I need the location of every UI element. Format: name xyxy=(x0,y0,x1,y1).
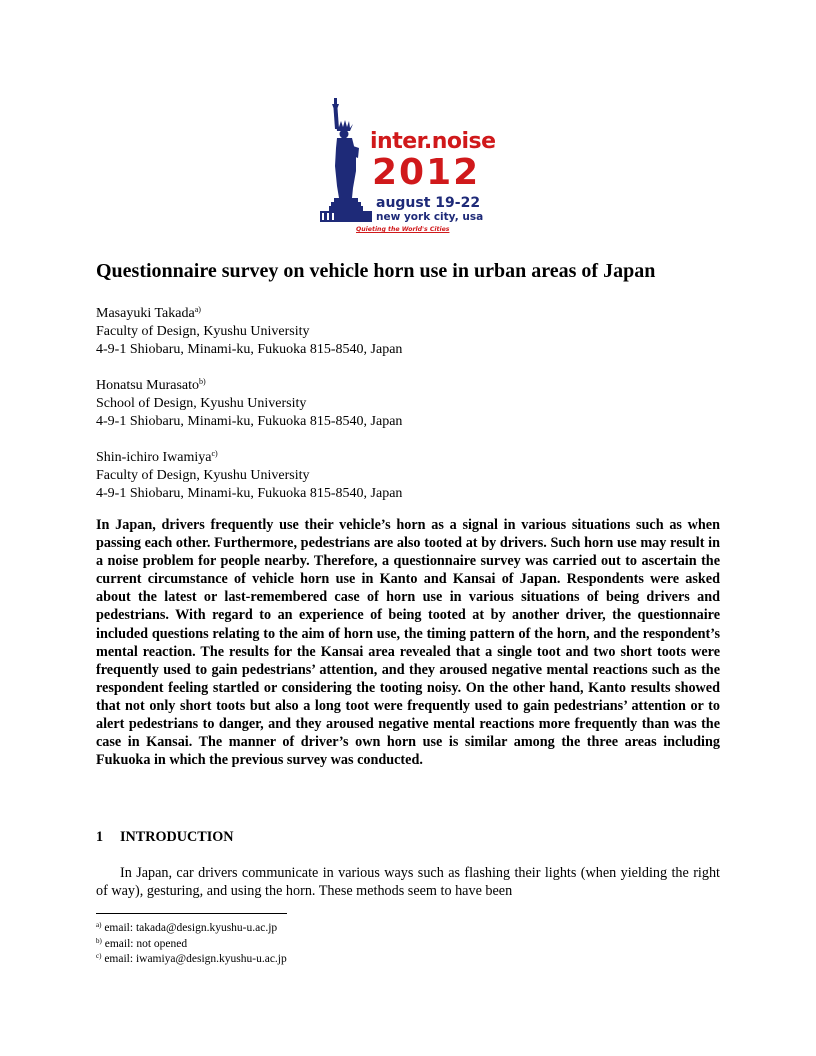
logo-dates: august 19-22 xyxy=(376,195,481,211)
intro-paragraph: In Japan, car drivers communicate in various ways such as flashing their lights (when yielding the right of way), gesturing, and using the horn. These methods seem to have been xyxy=(96,865,720,900)
footnote-mark: a) xyxy=(96,921,102,929)
author-name: Shin-ichiro Iwamiya$^{c)}$ xyxy=(96,449,218,465)
footnote-mark: c) xyxy=(96,952,102,960)
footnote xyxy=(96,952,720,968)
author-affiliation: School of Design, Kyushu University xyxy=(96,396,307,411)
footnote-text: email: iwamiya@design.kyushu-u.ac.jp xyxy=(104,953,287,965)
author-affiliation: Faculty of Design, Kyushu University xyxy=(96,468,310,483)
author-address: 4-9-1 Shiobaru, Minami-ku, Fukuoka 815-8540, Japan xyxy=(96,414,403,429)
author-block xyxy=(96,305,720,359)
footnote xyxy=(96,921,720,937)
conference-logo xyxy=(320,96,500,236)
footnote-text: email: takada@design.kyushu-u.ac.jp xyxy=(104,922,278,934)
footnote-divider xyxy=(96,913,287,914)
author-name: Masayuki Takada$^{a)}$ xyxy=(96,305,201,321)
footnote xyxy=(96,937,720,953)
author-name: Honatsu Murasato$^{b)}$ xyxy=(96,377,206,393)
author-mark: a) xyxy=(194,305,201,314)
section-number: 1 xyxy=(96,829,104,845)
logo-year: 2012 xyxy=(372,152,481,193)
footnotes xyxy=(96,921,720,968)
logo-tagline: Quieting the World's Cities xyxy=(356,226,450,233)
logo-city: new york city, usa xyxy=(376,211,484,223)
logo-brand: inter.noise xyxy=(370,129,496,154)
author-address: 4-9-1 Shiobaru, Minami-ku, Fukuoka 815-8540, Japan xyxy=(96,486,403,501)
section-title: INTRODUCTION xyxy=(120,829,234,845)
paper-title: Questionnaire survey on vehicle horn use in urban areas of Japan xyxy=(96,260,656,282)
footnote-mark: b) xyxy=(96,936,102,945)
author-address: 4-9-1 Shiobaru, Minami-ku, Fukuoka 815-8540, Japan xyxy=(96,342,403,357)
footnote-text: email: not opened xyxy=(104,937,188,950)
author-list xyxy=(96,305,720,521)
author-mark: c) xyxy=(211,449,218,458)
author-affiliation: Faculty of Design, Kyushu University xyxy=(96,324,310,339)
section-heading xyxy=(96,828,234,846)
abstract: In Japan, drivers frequently use their vehicle’s horn as a signal in various situations such as when passing each other. Furthermore, pedestrians are also tooted at by drivers. Such horn use may result in a noise problem for people nearby. Therefore, a questionnaire survey was carried out to ascertain the current circumstance of vehicle horn use in Kanto and Kansai of Japan. Respondents were asked about the latest or last-remembered case of horn use in various situations of being drivers and pedestrians. With regard to an experience of being tooted at by another driver, the questionnaire included questions relating to the aim of horn use, the timing pattern of the horn, and the respondent’s mental reaction. The results for the Kansai area revealed that a single toot and two short toots were frequently used to gain pedestrians’ attention, and they aroused negative mental reactions such as the respondent feeling startled or considering the tooting noisy. On the other hand, Kanto results showed that not only short toots but also a long toot were frequently used to gain pedestrians’ attention or to alert pedestrians to danger, and they aroused negative mental reactions more frequently than was the case in Kansai. The manner of driver’s own horn use is similar among the three areas including Fukuoka in which the previous survey was conducted. xyxy=(96,517,720,769)
author-mark: b) xyxy=(199,377,206,386)
author-block xyxy=(96,377,720,431)
author-block xyxy=(96,449,720,503)
